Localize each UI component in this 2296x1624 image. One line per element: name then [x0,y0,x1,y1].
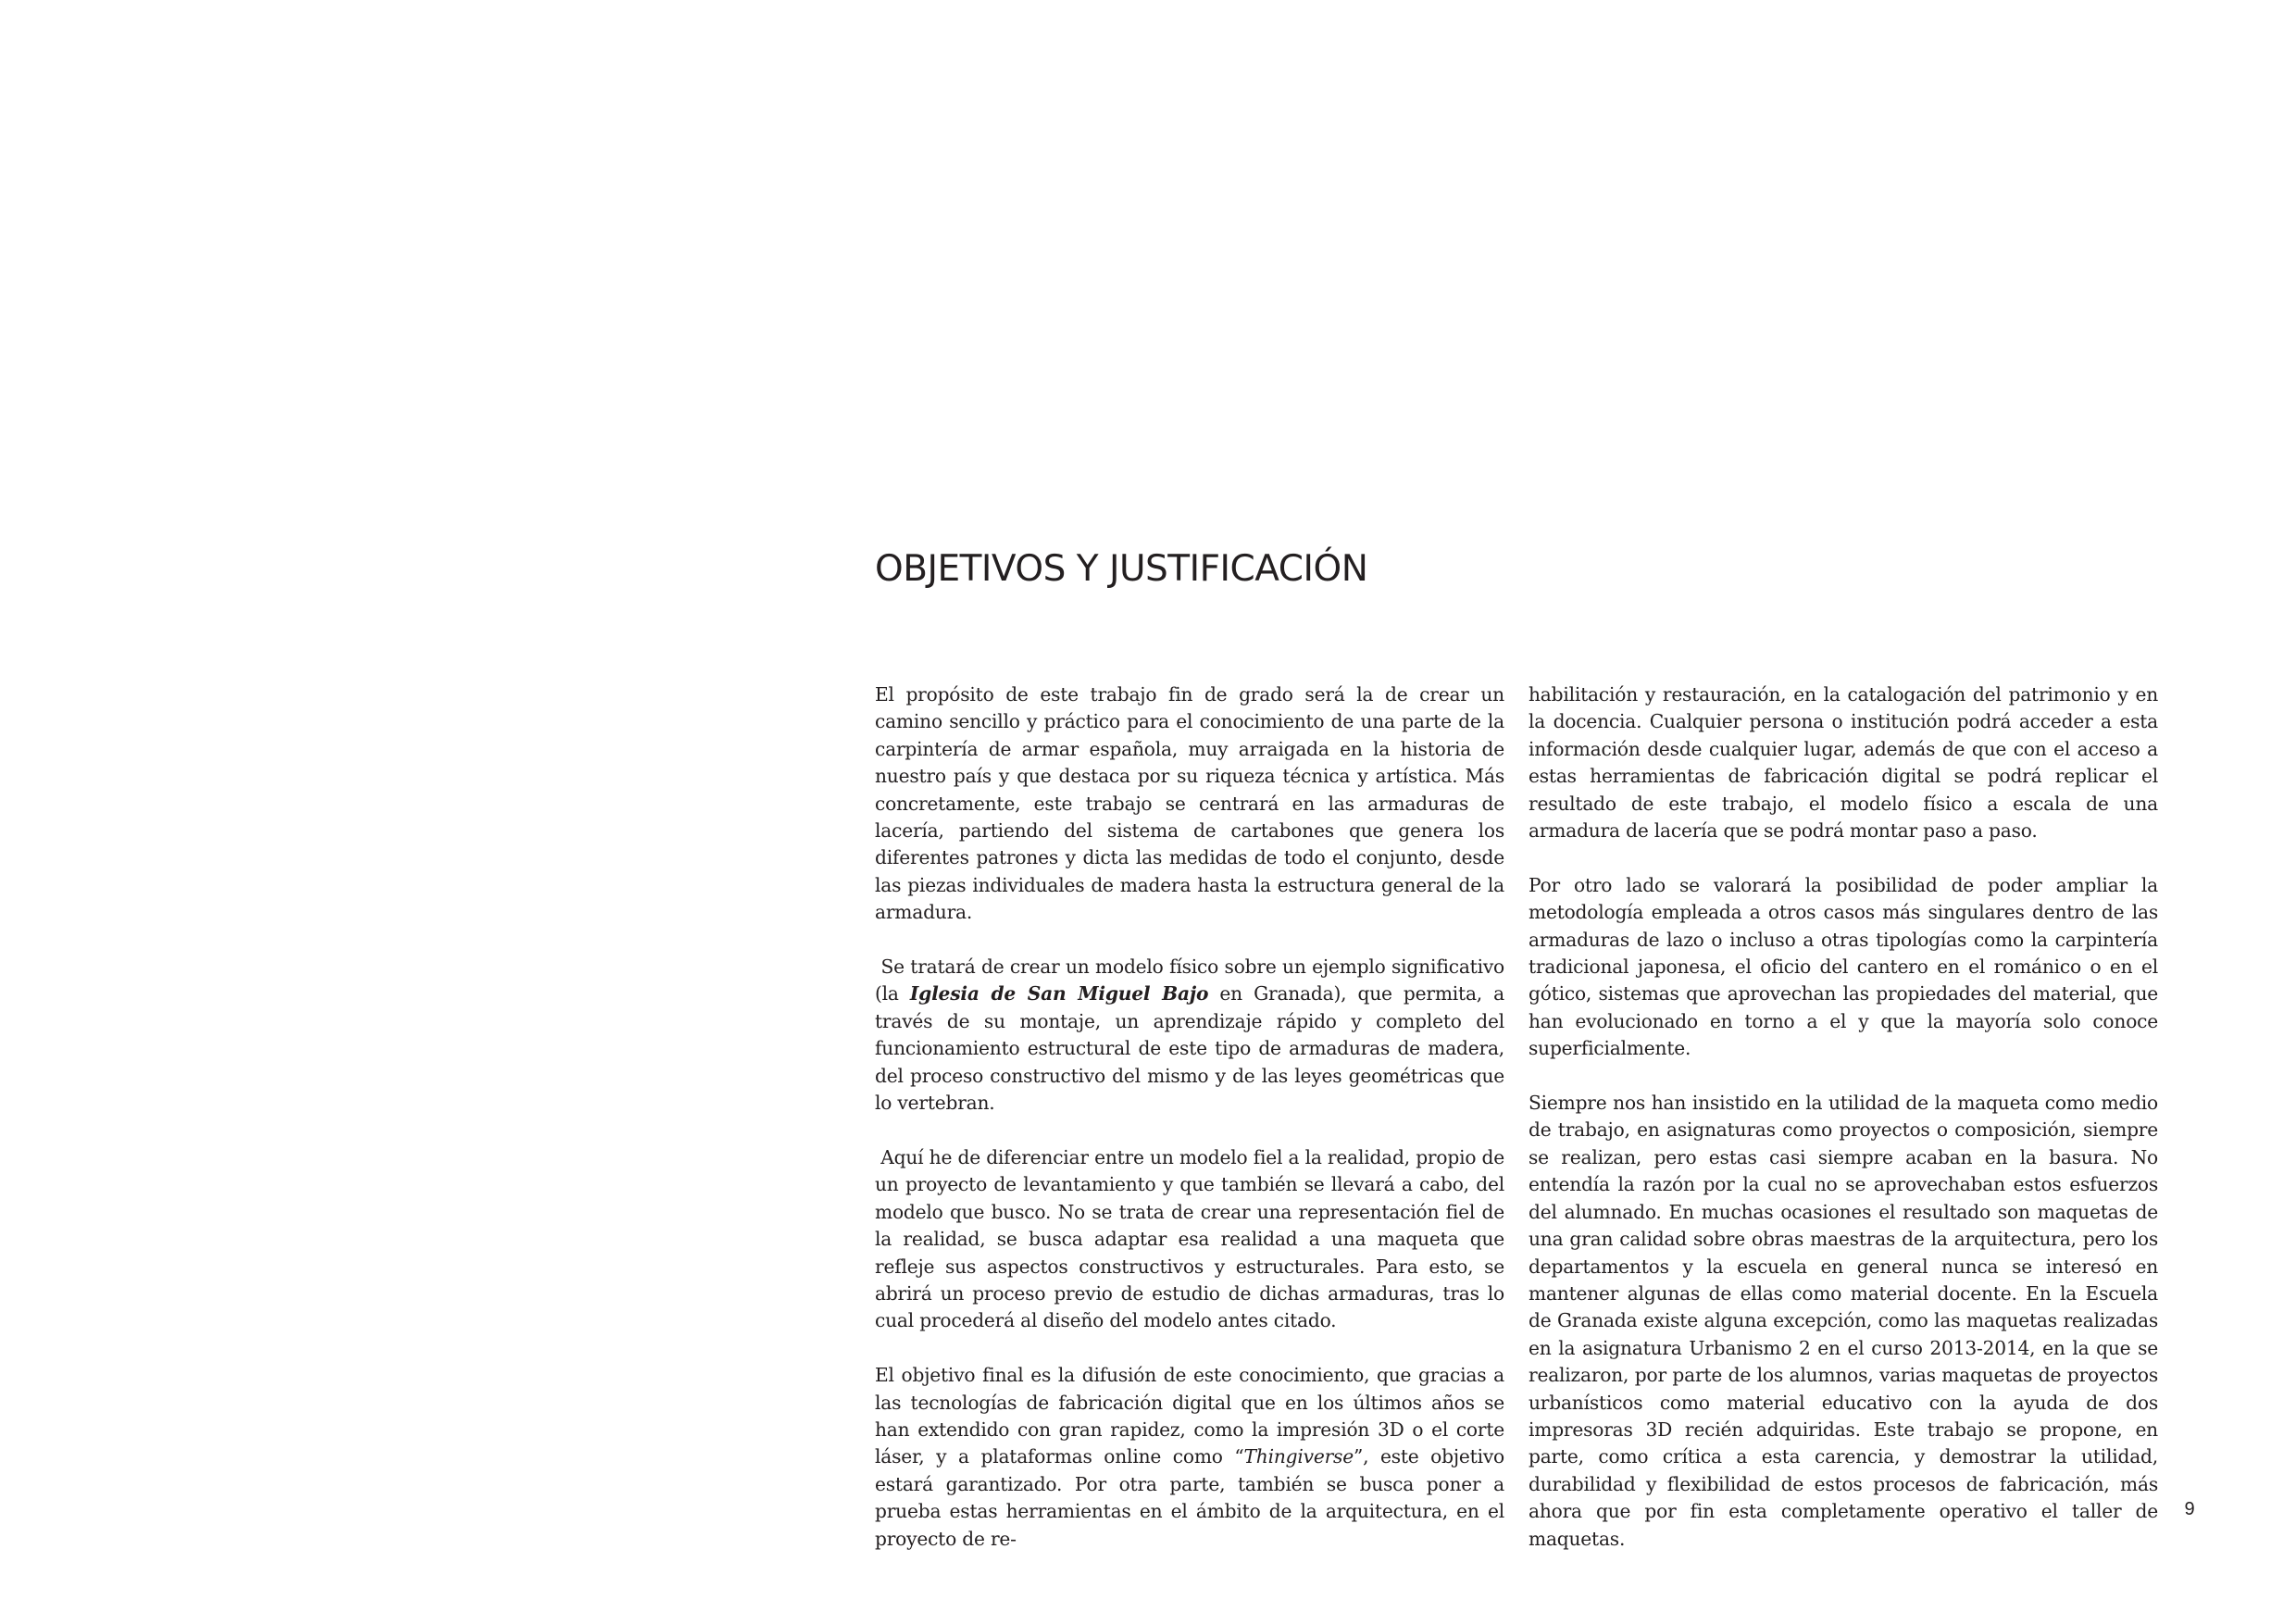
paragraph [875,954,1504,1117]
platform-name-emphasis: Thingiverse [1243,1445,1354,1468]
church-name-emphasis: Iglesia de San Miguel Bajo [909,982,1209,1006]
paragraph: habilitación y restauración, en la catalogación del patrimonio y en la docencia. Cualquier persona o institución podrá acceder a esta información desde cualquier lugar, además de que con el acceso a estas herramientas de fabricación digital se podrá replicar el resultado de este trabajo, el modelo físico a escala de una armadura de lacería que se podrá montar paso a paso. [1529,683,2158,843]
paragraph-text: El objetivo final es la difusión de este conocimiento, que gracias a las tecnologías de fabricación digital que en los últimos años se han extendido con gran rapidez, como la impresión 3D o el corte láser, y a plataformas online como “ [875,1364,1504,1468]
paragraph-text: en Granada), que permita, a través de su montaje, un aprendizaje rápido y completo del funcionamiento estructural de este tipo de armaduras de madera, del proceso constructivo del mismo y de las leyes geométricas que lo vertebran. [875,982,1504,1115]
page-number: 9 [2184,1499,2195,1519]
paragraph: Siempre nos han insistido en la utilidad de la maqueta como medio de trabajo, en asignaturas como proyectos o composición, siempre se realizan, pero estas casi siempre acaban en la basura. No entendía la razón por la cual no se aprovechaban estos esfuerzos del alumnado. En muchas ocasiones el resultado son maquetas de una gran calidad sobre obras maestras de la arquitectura, pero los departamentos y la escuela en general nunca se interesó en mantener algunas de ellas como material docente. En la Escuela de Granada existe alguna excepción, como las maquetas realizadas en la asignatura Urbanismo 2 en el curso 2013-2014, en la que se realizaron, por parte de los alumnos, varias maquetas de proyectos urbanísticos como material educativo con la ayuda de dos impresoras 3D recién adquiridas. Este trabajo se propone, en parte, como crítica a esta carencia, y demostrar la utilidad, durabilidad y flexibilidad de estos procesos de fabricación, más ahora que por fin esta completamente operativo el taller de maquetas. [1529,1092,2158,1550]
left-text-column [875,681,1504,1553]
paragraph-text: ”, este objetivo estará garantizado. Por otra parte, también se busca poner a prueba estas herramientas en el ámbito de la arquitectura, en el proyecto de re- [875,1445,1504,1550]
paragraph: Por otro lado se valorará la posibilidad de poder ampliar la metodología empleada a otros casos más singulares dentro de las armaduras de lazo o incluso a otras tipologías como la carpintería tradicional japonesa, el oficio del cantero en el románico o en el gótico, sistemas que aprovechan las propiedades del material, que han evolucionado en torno a el y que la mayoría solo conoce superficialmente. [1529,873,2158,1060]
right-text-column [1529,681,2158,1553]
paragraph-text: Se tratará de crear un modelo físico sobre un ejemplo significativo (la [875,956,1504,1006]
paragraph: El propósito de este trabajo fin de grado será la de crear un camino sencillo y práctico para el conocimiento de una parte de la carpintería de armar española, muy arraigada en la historia de nuestro país y que destaca por su riqueza técnica y artística. Más concretamente, este trabajo se centrará en las armaduras de lacería, partiendo del sistema de cartabones que genera los diferentes patrones y dicta las medidas de todo el conjunto, desde las piezas individuales de madera hasta la estructura general de la armadura. [875,683,1504,924]
paragraph [875,1362,1504,1553]
paragraph-text: Aquí he de diferenciar entre un modelo fiel a la realidad, propio de un proyecto de levantamiento y que también se llevará a cabo, del modelo que busco. No se trata de crear una representación fiel de la realidad, se busca adaptar esa realidad a una maqueta que refleje sus aspectos constructivos y estructurales. Para esto, se abrirá un proceso previo de estudio de dichas armaduras, tras lo cual procederá al diseño del modelo antes citado. [875,1145,1504,1332]
paragraph [875,1144,1504,1335]
page-title: OBJETIVOS Y JUSTIFICACIÓN [875,548,1368,590]
